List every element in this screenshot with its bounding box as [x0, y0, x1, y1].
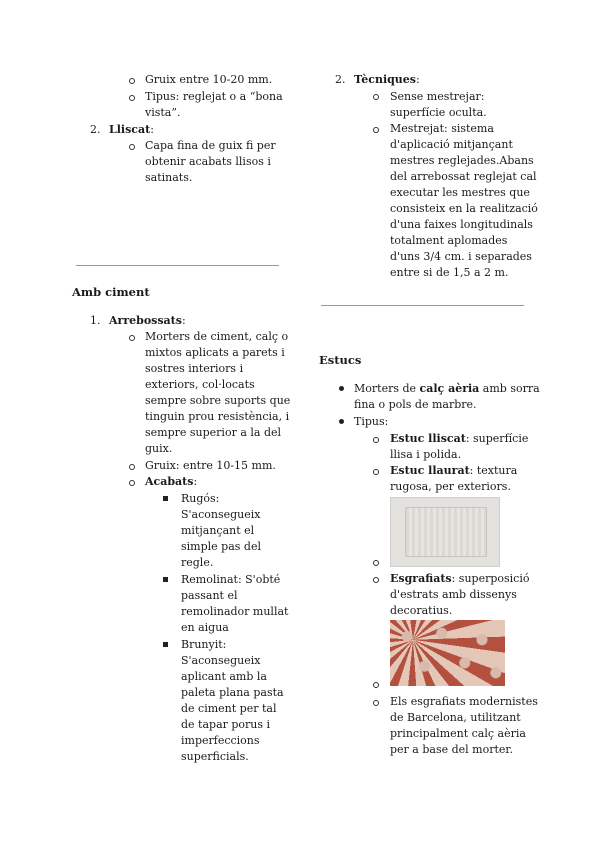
text-line: imperfeccions [181, 734, 260, 747]
text-line: d'estrats amb dissenys [390, 588, 517, 601]
circle-bullet-icon [373, 94, 379, 100]
text-line: principalment calç aèria [390, 727, 526, 740]
text-line: Tipus: reglejat o a “bona [145, 90, 283, 103]
text-span: Morters de [354, 382, 420, 395]
list-item-title [109, 122, 154, 138]
text-line: remolinador mullat [181, 605, 289, 618]
text-line: exteriors, col·locats [145, 378, 255, 391]
text-span: : superfície [465, 432, 529, 445]
arrebossats-label: Arrebossats [109, 314, 182, 327]
stucco-texture-image [390, 497, 500, 567]
circle-bullet-icon [373, 437, 379, 443]
circle-bullet-icon [373, 682, 379, 688]
text-line: superfície oculta. [390, 106, 487, 119]
acabats-title [145, 474, 197, 490]
circle-bullet-icon [129, 95, 135, 101]
text-line: sostres interiors i [145, 362, 244, 375]
text-line: Gruix: entre 10-15 mm. [145, 459, 276, 472]
text-line: mestres reglejades.Abans [390, 154, 534, 167]
text-line: mitjançant el [181, 524, 255, 537]
square-bullet-icon [163, 577, 168, 582]
stucco-panel [405, 507, 487, 557]
text-line: de Barcelona, utilitzant [390, 711, 521, 724]
circle-bullet-icon [129, 464, 135, 470]
square-bullet-icon [163, 642, 168, 647]
text-line: en aigua [181, 621, 229, 634]
text-line: tinguin prou resistència, i [145, 410, 290, 423]
text-span: amb sorra [479, 382, 540, 395]
list-number: 2. [90, 123, 101, 136]
text-line: llisa i polida. [390, 448, 462, 461]
text-line: Capa fina de guix fi per [145, 139, 276, 152]
text-line: Remolinat: S'obté [181, 573, 281, 586]
list-number: 2. [335, 73, 346, 86]
text-line: mixtos aplicats a parets i [145, 346, 285, 359]
text-line: obtenir acabats llisos i [145, 155, 271, 168]
divider [321, 305, 524, 306]
acabats-label: Acabats [145, 475, 194, 488]
text-span: : superposició [451, 572, 530, 585]
circle-bullet-icon [129, 144, 135, 150]
text-line: Gruix entre 10-20 mm. [145, 73, 273, 86]
estuc-lliscat-bold: Estuc lliscat [390, 432, 466, 445]
text-line: decoratius. [390, 604, 453, 617]
text-line: Sense mestrejar: [390, 90, 485, 103]
text-line: executar les mestres que [390, 186, 530, 199]
list-item-title [109, 313, 186, 329]
text-line: rugosa, per exteriors. [390, 480, 511, 493]
text-line: Brunyit: [181, 638, 227, 651]
text-line: aplicant amb la [181, 670, 267, 683]
text-line: Tipus: [354, 415, 389, 428]
text-line: sempre superior a la del [145, 426, 282, 439]
text-line: d'uns 3/4 cm. i separades [390, 250, 532, 263]
circle-bullet-icon [373, 700, 379, 706]
text-line: Rugós: [181, 492, 220, 505]
colon: : [181, 314, 186, 327]
list-item-title [354, 72, 420, 88]
calc-aeria-bold: calç aèria [419, 382, 480, 395]
section-heading-amb-ciment: Amb ciment [72, 285, 150, 299]
text-line: paleta plana pasta [181, 686, 284, 699]
text-line: sempre sobre suports que [145, 394, 291, 407]
text-line: S'aconsegueix [181, 508, 261, 521]
colon: : [193, 475, 198, 488]
text-line: d'una faixes longitudinals [390, 218, 533, 231]
divider [76, 265, 279, 266]
text-line: del arrebossat reglejat cal [390, 170, 537, 183]
text-line: fina o pols de marbre. [354, 398, 477, 411]
text-line: de tapar porus i [181, 718, 271, 731]
text-line: entre si de 1,5 a 2 m. [390, 266, 509, 279]
text-line: de ciment per tal [181, 702, 277, 715]
dot-bullet-icon [339, 419, 344, 424]
text-line [390, 571, 529, 587]
circle-bullet-icon [373, 560, 379, 566]
colon: : [150, 123, 154, 136]
esgrafiats-bold: Esgrafiats [390, 572, 452, 585]
circle-bullet-icon [129, 335, 135, 341]
text-line: Els esgrafiats modernistes [390, 695, 538, 708]
text-line [390, 463, 517, 479]
text-line: Morters de ciment, calç o [145, 330, 289, 343]
text-line: regle. [181, 556, 214, 569]
colon: : [416, 73, 420, 86]
text-line: totalment aplomades [390, 234, 508, 247]
section-heading-estucs: Estucs [319, 353, 362, 367]
text-line: vista”. [145, 106, 181, 119]
text-line: satinats. [145, 171, 193, 184]
text-line: per a base del morter. [390, 743, 513, 756]
text-line [354, 381, 540, 397]
lliscat-label: Lliscat [109, 123, 151, 136]
text-line: passant el [181, 589, 238, 602]
circle-bullet-icon [373, 469, 379, 475]
text-line: consisteix en la realització [390, 202, 538, 215]
estuc-llaurat-bold: Estuc llaurat [390, 464, 470, 477]
circle-bullet-icon [129, 480, 135, 486]
text-line: d'aplicació mitjançant [390, 138, 513, 151]
circle-bullet-icon [373, 577, 379, 583]
circle-bullet-icon [373, 127, 379, 133]
square-bullet-icon [163, 496, 168, 501]
text-line [390, 431, 528, 447]
sgraffito-pattern-image [390, 620, 505, 686]
text-line: guix. [145, 442, 173, 455]
dot-bullet-icon [339, 386, 344, 391]
circle-bullet-icon [129, 78, 135, 84]
text-line: Mestrejat: sistema [390, 122, 494, 135]
text-line: simple pas del [181, 540, 261, 553]
tecniques-label: Tècniques [354, 73, 416, 86]
text-line: S'aconsegueix [181, 654, 261, 667]
list-number: 1. [90, 314, 101, 327]
text-span: : textura [469, 464, 518, 477]
text-line: superficials. [181, 750, 249, 763]
